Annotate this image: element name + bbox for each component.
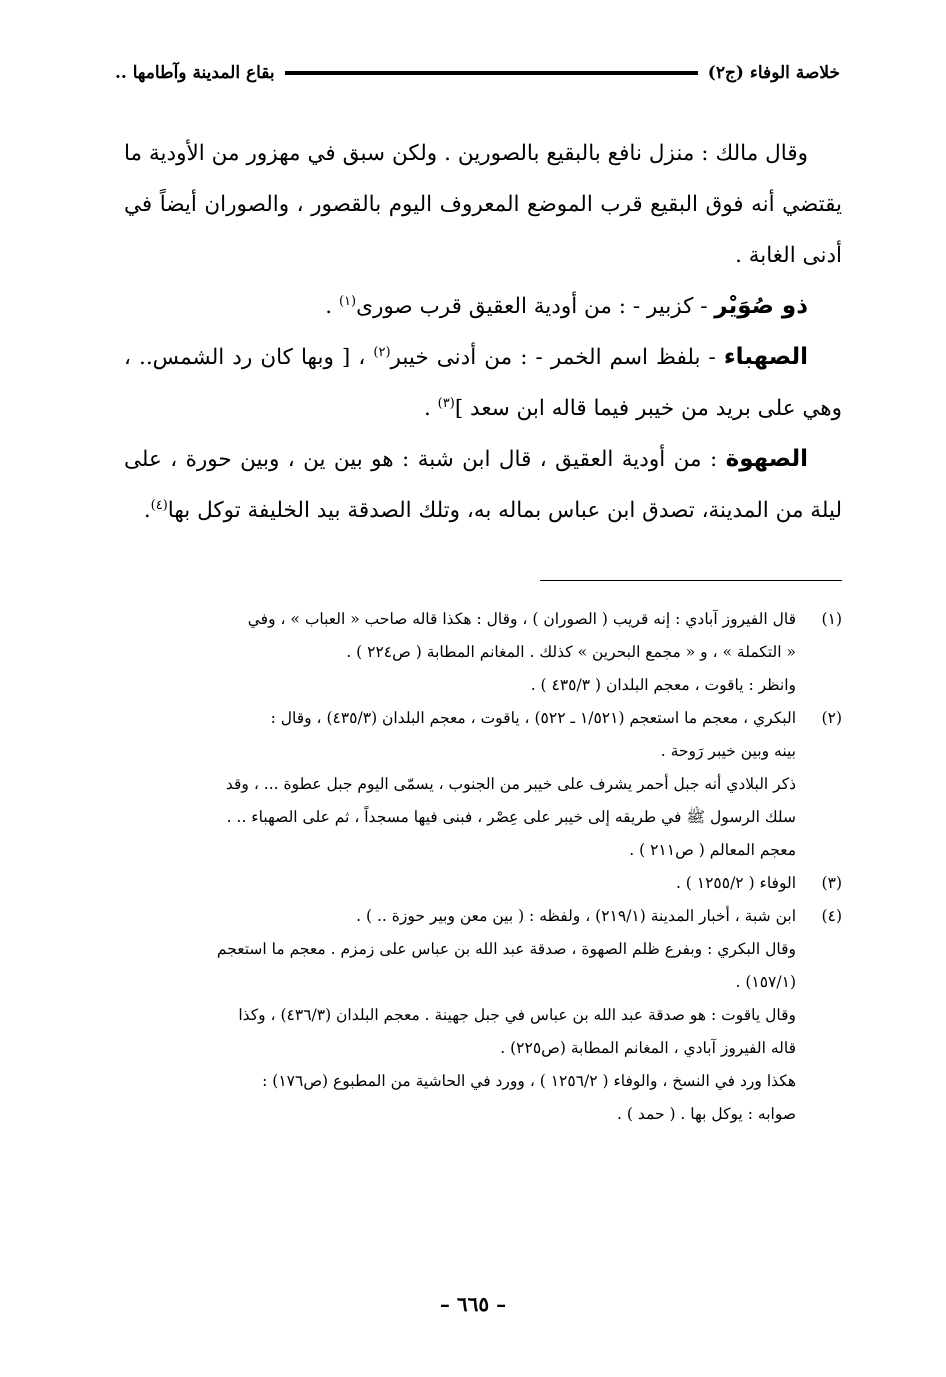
header-rule: [285, 71, 698, 75]
footnote-line: صوابه : يوكل بها . ( حمد ) .: [617, 1105, 796, 1123]
section-title: بقاع المدينة وآطامها ..: [115, 63, 275, 83]
footnote-line: قال الفيروز آبادي : إنه قريب ( الصوران ) ، وقال : هكذا قاله صاحب « العباب » ، وفي: [247, 610, 796, 628]
paragraph-1: وقال مالك : منزل نافع بالبقيع بالصورين . ولكن سبق في مهزور من الأودية ما يقتضي أنه فوق البقيع قرب الموضع المعروف اليوم بالقصور ، والصوران أيضاً في أدنى الغابة .: [124, 141, 842, 268]
entry-al-sahwa: [124, 434, 842, 536]
footnote-ref: (١): [338, 293, 357, 309]
entry-end: .: [325, 294, 339, 319]
page-number: – ٦٦٥ –: [439, 1292, 507, 1316]
footnotes: [124, 603, 842, 1131]
footnote-ref: (٣): [437, 395, 455, 411]
footnote-line: « التكملة » ، و « مجمع البحرين » كذلك . المغانم المطابة ( ص٢٢٤ ) .: [346, 643, 796, 661]
entry-term: الصهوة: [725, 446, 808, 472]
entry-term: ذو صُوَيْر: [714, 293, 808, 319]
entry-al-sahba: [124, 332, 842, 434]
footnote-line: بينه وبين خيبر رَوحة .: [660, 742, 796, 760]
footnote-1: [124, 603, 842, 702]
footnote-line: ذكر البلادي أنه جبل أحمر يشرف على خيبر من الجنوب ، يسمّى اليوم جبل عطوة ... ، وقد: [225, 775, 796, 793]
footnote-separator: [540, 580, 842, 581]
footnote-line: وقال ياقوت : هو صدقة عبد الله بن عباس في جبل جهينة . معجم البلدان (٤٣٦/٣) ، وكذا: [238, 1006, 796, 1024]
footnote-line: البكري ، معجم ما استعجم (١/٥٢١ ـ ٥٢٢) ، ياقوت ، معجم البلدان (٤٣٥/٣) ، وقال :: [270, 709, 796, 727]
entry-term: الصهباء: [723, 344, 808, 370]
footnote-line: سلك الرسول ﷺ في طريقه إلى خيبر على عِصْر ، فبنى فيها مسجداً ، ثم على الصهباء .. .: [226, 808, 796, 826]
running-header: [115, 58, 840, 88]
footnote-number: (٤): [821, 907, 842, 925]
footnote-number: (٢): [821, 709, 842, 727]
footnote-line: (١٥٧/١) .: [735, 973, 796, 991]
footnote-line: قاله الفيروز آبادي ، المغانم المطابة (ص٢٢٥) .: [500, 1039, 796, 1057]
footnote-ref: (٢): [373, 344, 391, 360]
footnote-line: الوفاء ( ١٢٥٥/٢ ) .: [675, 874, 796, 892]
footnote-line: معجم المعالم ( ص٢١١ ) .: [629, 841, 796, 859]
main-text: [124, 128, 842, 536]
footnote-4: [124, 900, 842, 1131]
entry-end: .: [424, 396, 438, 421]
footnote-line: وانظر : ياقوت ، معجم البلدان ( ٤٣٥/٣ ) .: [530, 676, 796, 694]
entry-text-continued: ، [ وبها كان رد الشمس.. ، وهي على بريد من خيبر فيما قاله ابن سعد ]: [124, 345, 842, 421]
entry-text: - كزبير - : من أودية العقيق قرب صورى: [356, 294, 715, 319]
footnote-ref: (٤): [150, 497, 168, 513]
footnote-3: [124, 867, 842, 900]
footnote-number: (٣): [821, 874, 842, 892]
footnote-number: (١): [821, 610, 842, 628]
footnote-line: هكذا ورد في النسخ ، والوفاء ( ١٢٥٦/٢ ) ، وورد في الحاشية من المطبوع (ص١٧٦) :: [262, 1072, 796, 1090]
entry-text: - بلفظ اسم الخمر - : من أدنى خيبر: [390, 345, 724, 370]
entry-dhu-suwayr: [124, 281, 842, 332]
book-title: خلاصة الوفاء (ج٢): [707, 63, 840, 83]
entry-text: : من أودية العقيق ، قال ابن شبة : هو بين ين ، وبين حورة ، على ليلة من المدينة، تصدق ابن عباس بماله به، وتلك الصدقة بيد الخليفة توكل بها: [124, 447, 842, 523]
entry-end: .: [143, 498, 151, 523]
footnote-2: [124, 702, 842, 867]
footnote-line: وقال البكري : وبفرع ظلم الصهوة ، صدقة عبد الله بن عباس على زمزم . معجم ما استعجم: [216, 940, 796, 958]
footnote-line: ابن شبة ، أخبار المدينة (٢١٩/١) ، ولفظه : ( بين معن وبير حوزة .. ) .: [356, 907, 796, 925]
